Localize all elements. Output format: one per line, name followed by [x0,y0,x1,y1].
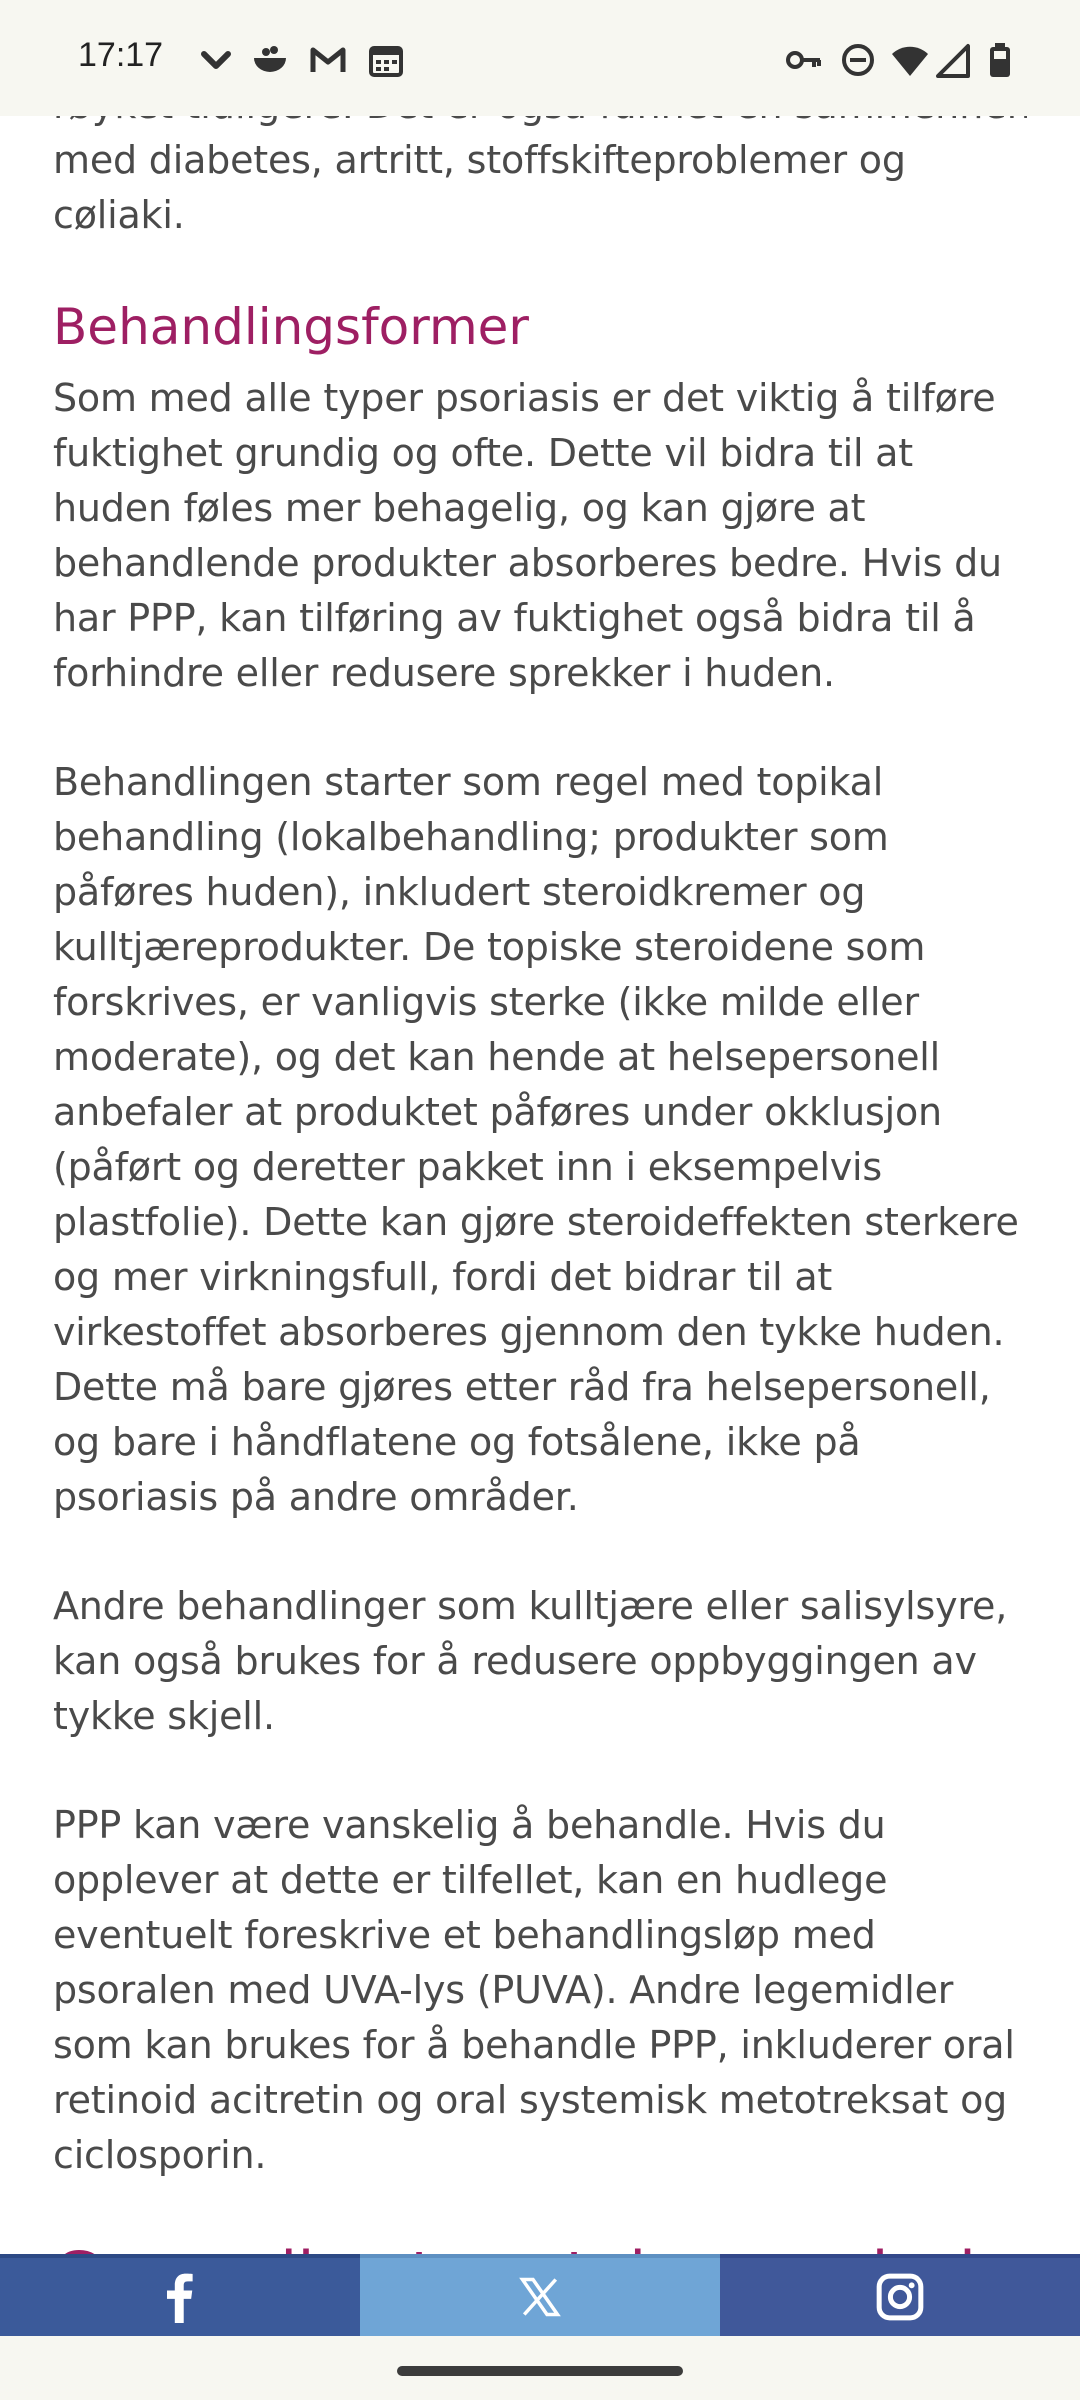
article-paragraph: Andre behandlinger som kulltjære eller salisylsyre, kan også brukes for å redusere oppbyggingen av tykke skjell. [53,1584,1008,1738]
x-icon [518,2276,562,2318]
home-gesture-handle[interactable] [397,2366,683,2376]
facebook-icon [157,2271,203,2323]
article-paragraph: PPP kan være vanskelig å behandle. Hvis du opplever at dette er tilfellet, kan en hudlege eventuelt foreskrive et behandlingsløp med psoralen med UVA-lys (PUVA). Andre legemidler som kan brukes for å behandle PPP, inkluderer oral retinoid acitretin og oral systemisk metotreksat og ciclosporin. [53,1803,1015,2177]
share-x-button[interactable] [360,2254,720,2336]
chevron-down-icon [196,40,236,80]
do-not-disturb-icon [838,40,878,80]
calendar-icon [366,40,406,80]
article-paragraph: Behandlingen starter som regel med topikal behandling (lokalbehandling; produkter som påføres huden), inkludert steroidkremer og kulltjæreprodukter. De topiske steroidene som forskrives, er vanligvis sterke (ikke milde eller moderate), og det kan hende at helsepersonell anbefaler at produktet påføres under okklusjon (påført og deretter pakket inn i eksempelvis plastfolie). Dette kan gjøre steroideffekten sterkere og mer virkningsfull, fordi det bidrar til at virkestoffet absorberes gjennom den tykke huden. Dette må bare gjøres etter råd fra helsepersonell, og bare i håndflatene og fotsålene, ikke på psoriasis på andre områder. [53,760,1019,1519]
article-paragraph: Som med alle typer psoriasis er det viktig å tilføre fuktighet grundig og ofte. Dette vil bidra til at huden føles mer behagelig, og kan gjøre at behandlende produkter absorberes bedre. Hvis du har PPP, kan tilføring av fuktighet også bidra til å forhindre eller redusere sprekker i huden. [53,376,1002,695]
wifi-icon [890,40,930,80]
share-facebook-button[interactable] [0,2254,360,2336]
article [53,78,1027,2313]
gmail-icon [308,40,348,80]
bowl-icon [250,40,290,80]
status-bar [0,0,1080,116]
battery-icon [980,40,1020,80]
vpn-key-icon [784,40,824,80]
share-bar [0,2254,1080,2336]
cell-signal-icon [934,40,974,80]
status-time: 17:17 [78,36,164,74]
instagram-icon [875,2272,925,2322]
section-heading: Behandlingsformer [53,298,529,356]
article-intro-line: med diabetes, artritt, stoffskifteproblemer og cøliaki. [53,138,906,237]
navigation-bar [0,2336,1080,2400]
share-instagram-button[interactable] [720,2254,1080,2336]
